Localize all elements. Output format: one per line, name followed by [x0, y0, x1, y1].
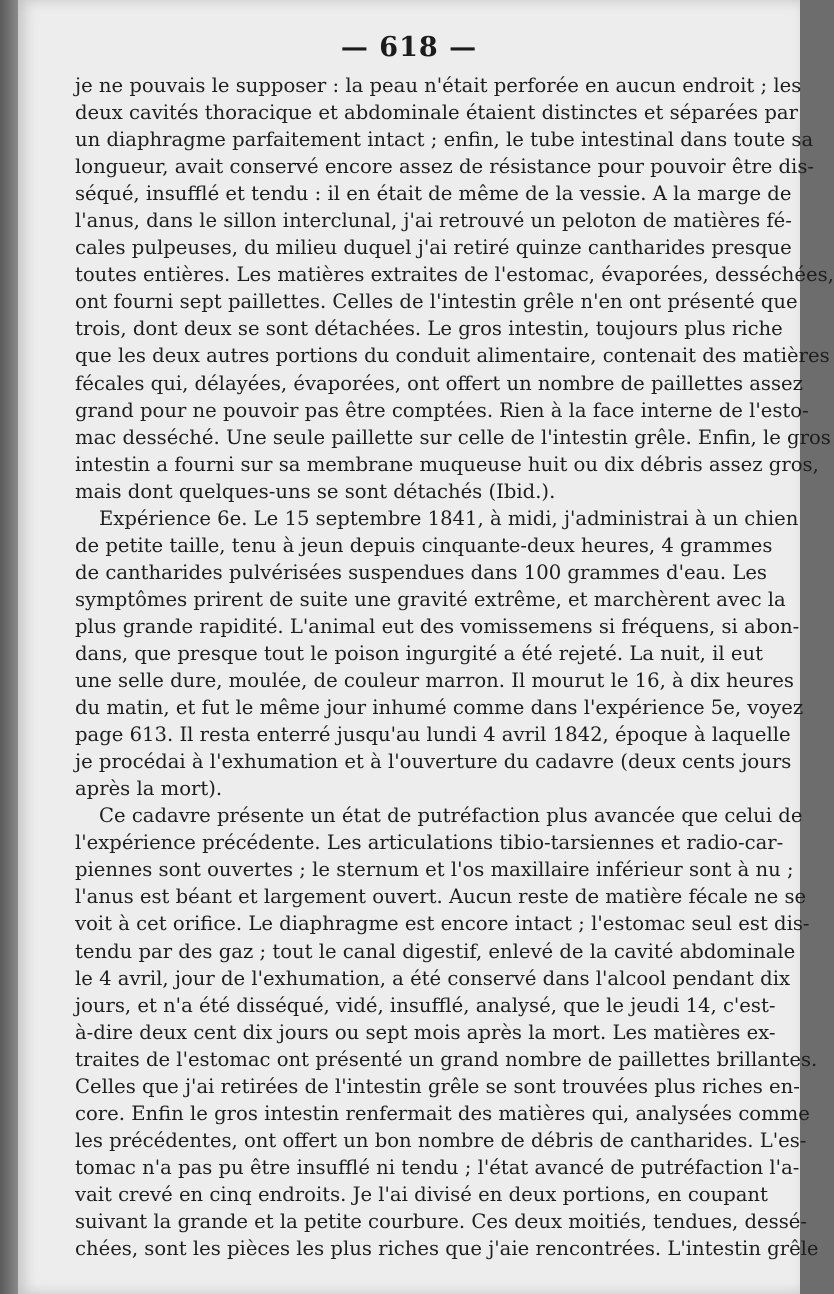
- text-line: l'anus, dans le sillon interclunal, j'ai retrouvé un peloton de matières fé-: [75, 209, 792, 233]
- text-line: deux cavités thoracique et abdominale étaient distinctes et séparées par: [75, 101, 798, 125]
- text-line: longueur, avait conservé encore assez de résistance pour pouvoir être dis-: [75, 155, 815, 179]
- text-line: l'anus est béant et largement ouvert. Aucun reste de matière fécale ne se: [75, 885, 807, 909]
- text-line: je procédai à l'exhumation et à l'ouverture du cadavre (deux cents jours: [75, 750, 792, 774]
- text-line: symptômes prirent de suite une gravité extrême, et marchèrent avec la: [75, 587, 786, 611]
- paragraph-cadaver-description: [75, 802, 819, 1262]
- text-line: traites de l'estomac ont présenté un grand nombre de paillettes brillantes.: [75, 1047, 818, 1071]
- text-line: grand pour ne pouvoir pas être comptées. Rien à la face interne de l'esto-: [75, 398, 809, 422]
- text-line: après la mort).: [75, 777, 223, 801]
- body-text: [75, 72, 834, 1262]
- text-line: tendu par des gaz ; tout le canal digestif, enlevé de la cavité abdominale: [75, 939, 796, 963]
- text-line: intestin a fourni sur sa membrane muqueuse huit ou dix débris assez gros,: [75, 452, 819, 476]
- text-line: Ce cadavre présente un état de putréfaction plus avancée que celui de: [99, 804, 803, 828]
- text-line: le 4 avril, jour de l'exhumation, a été conservé dans l'alcool pendant dix: [75, 966, 791, 990]
- text-line: mac desséché. Une seule paillette sur celle de l'intestin grêle. Enfin, le gros: [75, 425, 831, 449]
- text-line: Expérience 6e. Le 15 septembre 1841, à midi, j'administrai à un chien: [99, 506, 799, 530]
- text-line: l'expérience précédente. Les articulations tibio-tarsiennes et radio-car-: [75, 831, 784, 855]
- text-line: voit à cet orifice. Le diaphragme est encore intact ; l'estomac seul est dis-: [75, 912, 810, 936]
- text-line: les précédentes, ont offert un bon nombre de débris de cantharides. L'es-: [75, 1128, 807, 1152]
- paragraph-experiment-6: [75, 505, 804, 803]
- text-line: une selle dure, moulée, de couleur marron. Il mourut le 16, à dix heures: [75, 669, 794, 693]
- text-line: je ne pouvais le supposer : la peau n'était perforée en aucun endroit ; les: [75, 74, 802, 97]
- text-line: de petite taille, tenu à jeun depuis cinquante-deux heures, 4 grammes: [75, 533, 773, 557]
- text-line: plus grande rapidité. L'animal eut des vomissemens si fréquens, si abon-: [75, 614, 800, 638]
- text-line: du matin, et fut le même jour inhumé comme dans l'expérience 5e, voyez: [75, 696, 804, 720]
- text-line: séqué, insufflé et tendu : il en était de même de la vessie. A la marge de: [75, 182, 792, 206]
- text-line: fécales qui, délayées, évaporées, ont offert un nombre de paillettes assez: [75, 371, 803, 395]
- book-page: [18, 0, 834, 1294]
- text-line: ont fourni sept paillettes. Celles de l'intestin grêle n'en ont présenté que: [75, 290, 798, 314]
- text-line: Celles que j'ai retirées de l'intestin grêle se sont trouvées plus riches en-: [75, 1074, 800, 1098]
- page-number: — 618 —: [340, 32, 478, 63]
- paragraph-autopsy-continuation: [75, 72, 834, 505]
- text-line: suivant la grande et la petite courbure. Ces deux moitiés, tendues, dessé-: [75, 1209, 807, 1233]
- text-line: trois, dont deux se sont détachées. Le gros intestin, toujours plus riche: [75, 317, 783, 341]
- text-line: tomac n'a pas pu être insufflé ni tendu ; l'état avancé de putréfaction l'a-: [75, 1155, 800, 1179]
- text-line: de cantharides pulvérisées suspendues dans 100 grammes d'eau. Les: [75, 560, 767, 584]
- text-line: vait crevé en cinq endroits. Je l'ai divisé en deux portions, en coupant: [75, 1182, 768, 1206]
- text-line: un diaphragme parfaitement intact ; enfin, le tube intestinal dans toute sa: [75, 128, 814, 152]
- text-line: que les deux autres portions du conduit alimentaire, contenait des matières: [75, 344, 830, 368]
- text-line: core. Enfin le gros intestin renfermait des matières qui, analysées comme: [75, 1101, 810, 1125]
- text-line: cales pulpeuses, du milieu duquel j'ai retiré quinze cantharides presque: [75, 236, 792, 260]
- text-line: chées, sont les pièces les plus riches que j'aie rencontrées. L'intestin grêle: [75, 1237, 819, 1261]
- text-line: page 613. Il resta enterré jusqu'au lundi 4 avril 1842, époque à laquelle: [75, 723, 791, 747]
- text-line: toutes entières. Les matières extraites de l'estomac, évaporées, desséchées,: [75, 263, 834, 287]
- text-line: à-dire deux cent dix jours ou sept mois après la mort. Les matières ex-: [75, 1020, 776, 1044]
- text-line: dans, que presque tout le poison ingurgité a été rejeté. La nuit, il eut: [75, 641, 763, 665]
- text-line: jours, et n'a été disséqué, vidé, insufflé, analysé, que le jeudi 14, c'est-: [75, 993, 776, 1017]
- text-line: piennes sont ouvertes ; le sternum et l'os maxillaire inférieur sont à nu ;: [75, 858, 794, 882]
- text-line: mais dont quelques-uns se sont détachés (Ibid.).: [75, 479, 556, 503]
- book-gutter-shadow: [0, 0, 18, 1294]
